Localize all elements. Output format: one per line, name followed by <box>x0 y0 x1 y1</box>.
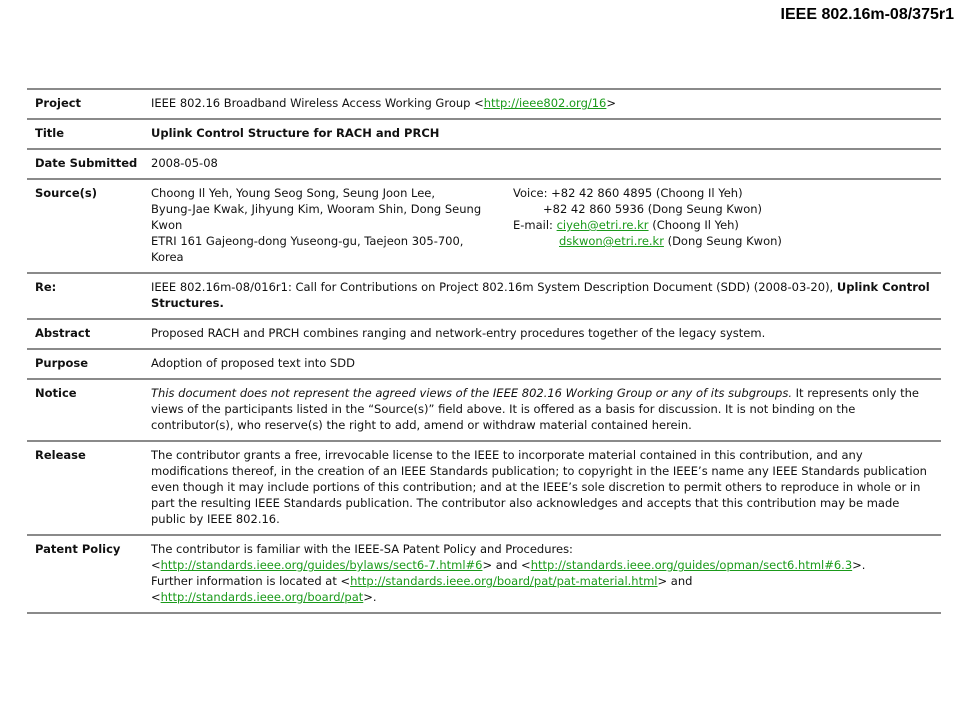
value-notice <box>147 379 941 441</box>
row-source <box>27 179 941 273</box>
patent-links-line: <http://standards.ieee.org/guides/bylaws/sect6-7.html#6> and <http://standards.ieee.org/guides/opman/sect6.html#6.3>. <box>151 558 866 572</box>
source-line: Choong Il Yeh, Young Seog Song, Seung Joon Lee, <box>151 186 436 200</box>
row-patent-policy <box>27 535 941 613</box>
email-name-1: (Choong Il Yeh) <box>648 218 739 232</box>
label-source: Source(s) <box>27 179 147 273</box>
patent-link-opman[interactable]: http://standards.ieee.org/guides/opman/sect6.html#6.3 <box>530 558 853 572</box>
patent-intro: The contributor is familiar with the IEEE-SA Patent Policy and Procedures: <box>151 542 573 556</box>
source-authors <box>151 185 513 265</box>
source-contacts <box>513 185 937 265</box>
value-date: 2008-05-08 <box>147 149 941 179</box>
email-line-2 <box>513 233 937 249</box>
value-patent-policy <box>147 535 941 613</box>
label-notice: Notice <box>27 379 147 441</box>
label-purpose: Purpose <box>27 349 147 379</box>
row-purpose <box>27 349 941 379</box>
row-title <box>27 119 941 149</box>
email-line-1 <box>513 217 937 233</box>
row-release <box>27 441 941 535</box>
source-line: Byung-Jae Kwak, Jihyung Kim, Wooram Shin, Dong Seung <box>151 202 482 216</box>
voice-line-1: Voice: +82 42 860 4895 (Choong Il Yeh) <box>513 186 743 200</box>
value-title: Uplink Control Structure for RACH and PRCH <box>147 119 941 149</box>
email-link-1[interactable]: ciyeh@etri.re.kr <box>556 218 649 232</box>
value-project <box>147 89 941 119</box>
project-suffix: > <box>606 96 617 110</box>
source-line: Kwon <box>151 218 183 232</box>
row-date <box>27 149 941 179</box>
patent-and-1: > and < <box>482 558 531 572</box>
patent-further-line <box>151 573 937 589</box>
patent-and-2: > and <box>657 574 693 588</box>
source-line: Korea <box>151 250 184 264</box>
row-project <box>27 89 941 119</box>
patent-board-line: <http://standards.ieee.org/board/pat>. <box>151 590 377 604</box>
label-date: Date Submitted <box>27 149 147 179</box>
label-release: Release <box>27 441 147 535</box>
patent-further-text: Further information is located at < <box>151 574 351 588</box>
email-name-2: (Dong Seung Kwon) <box>663 234 782 248</box>
patent-link-material[interactable]: http://standards.ieee.org/board/pat/pat-material.html <box>350 574 658 588</box>
label-patent-policy: Patent Policy <box>27 535 147 613</box>
source-line: ETRI 161 Gajeong-dong Yuseong-gu, Taejeon 305-700, <box>151 234 464 248</box>
project-link[interactable]: http://ieee802.org/16 <box>483 96 607 110</box>
row-notice <box>27 379 941 441</box>
value-source <box>147 179 941 273</box>
re-bold-text: Uplink Control Structures. <box>151 280 930 310</box>
document-id: IEEE 802.16m-08/375r1 <box>780 6 954 23</box>
value-abstract: Proposed RACH and PRCH combines ranging and network-entry procedures together of the legacy system. <box>147 319 941 349</box>
label-abstract: Abstract <box>27 319 147 349</box>
label-re: Re: <box>27 273 147 319</box>
patent-link-board[interactable]: http://standards.ieee.org/board/pat <box>160 590 364 604</box>
notice-text: It represents only the views of the participants listed in the “Source(s)” field above. It is offered as a basis for discussion. It is not binding on the contributor(s), who reserve(s) the right to add, amend or withdraw material contained herein. <box>151 386 919 432</box>
patent-link-bylaws[interactable]: http://standards.ieee.org/guides/bylaws/sect6-7.html#6 <box>160 558 483 572</box>
re-text: IEEE 802.16m-08/016r1: Call for Contributions on Project 802.16m System Description Document (SDD) (2008-03-20), <box>151 280 837 294</box>
label-project: Project <box>27 89 147 119</box>
row-re <box>27 273 941 319</box>
project-text: IEEE 802.16 Broadband Wireless Access Working Group < <box>151 96 484 110</box>
value-release: The contributor grants a free, irrevocable license to the IEEE to incorporate material contained in this contribution, and any modifications thereof, in the creation of an IEEE Standards publication; to copyright in the IEEE’s name any IEEE Standards publication even though it may include portions of this contribution; and at the IEEE’s sole discretion to permit others to reproduce in whole or in part the resulting IEEE Standards publication. The contributor also acknowledges and accepts that this contribution may be made public by IEEE 802.16. <box>147 441 941 535</box>
cover-sheet-table <box>27 88 941 614</box>
voice-line-2: +82 42 860 5936 (Dong Seung Kwon) <box>543 202 763 216</box>
notice-italic-text: This document does not represent the agreed views of the IEEE 802.16 Working Group or any of its subgroups. <box>151 386 792 400</box>
label-title: Title <box>27 119 147 149</box>
row-abstract <box>27 319 941 349</box>
email-prefix: E-mail: <box>513 218 557 232</box>
value-purpose: Adoption of proposed text into SDD <box>147 349 941 379</box>
value-re <box>147 273 941 319</box>
email-link-2[interactable]: dskwon@etri.re.kr <box>559 234 664 248</box>
